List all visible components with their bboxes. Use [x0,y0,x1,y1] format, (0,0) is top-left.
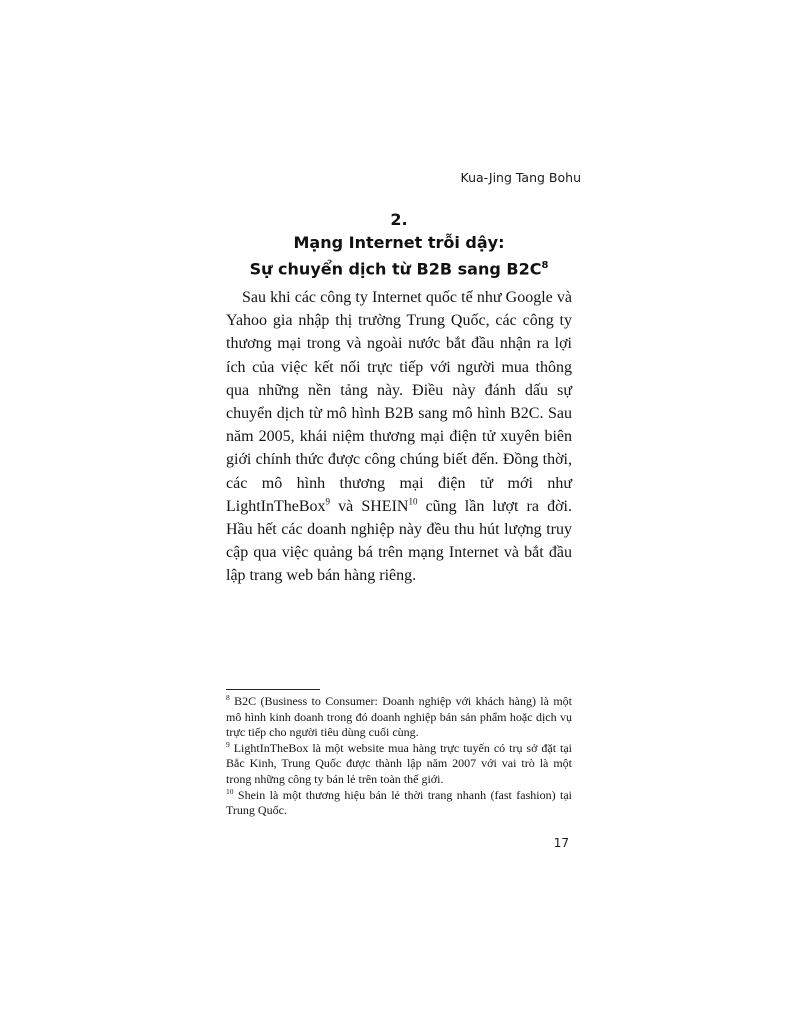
body-paragraph [226,286,572,588]
footnote-number: 10 [226,786,234,796]
footnote-number: 8 [226,693,230,702]
footnote-ref-10[interactable]: 10 [408,496,418,507]
footnote-ref-9[interactable]: 9 [325,496,331,507]
footnotes [226,694,572,819]
body-text-segment: và SHEIN [330,497,409,515]
footnote-8 [226,694,572,741]
footnote-ref-8[interactable]: 8 [541,260,549,271]
chapter-title-line-1: Mạng Internet trỗi dậy: [293,233,505,252]
footnote-separator [226,689,320,690]
footnote-9 [226,741,572,788]
chapter-title-line-2-text: Sự chuyển dịch từ B2B sang B2C [249,259,542,279]
body-text-segment: Sau khi các công ty Internet quốc tế như Google và Yahoo gia nhập thị trường Trung Quốc, các công ty thương mại trong và ngoài nước bắt đầu nhận ra lợi ích của việc kết nối trực tiếp với người mua thông qua những nền tảng này. Điều này đánh dấu sự chuyển dịch từ mô hình B2B sang mô hình B2C. Sau năm 2005, khái niệm thương mại điện tử xuyên biên giới chính thức được công chúng biết đến. Đồng thời, các mô hình thương mại điện tử mới như LightInTheBox [226,289,572,515]
running-header: Kua-Jing Tang Bohu [460,170,581,185]
body-text-segment: cũng lần lượt ra đời. Hầu hết các doanh nghiệp này đều thu hút lượng truy cập qua việc quảng bá trên mạng Internet và bắt đầu lập trang web bán hàng riêng. [226,497,572,585]
footnote-text: LightInTheBox là một website mua hàng trực tuyến có trụ sở đặt tại Bắc Kinh, Trung Quốc được thành lập năm 2007 với vai trò là một trong những công ty bán lẻ trên toàn thế giới. [226,740,572,786]
chapter-number: 2. [390,210,408,229]
chapter-title-line-2 [226,254,572,280]
footnote-text: Shein là một thương hiệu bán lẻ thời trang nhanh (fast fashion) tại Trung Quốc. [226,787,572,818]
footnote-10 [226,788,572,819]
chapter-heading [226,208,572,280]
footnote-text: B2C (Business to Consumer: Doanh nghiệp với khách hàng) là một mô hình kinh doanh trong đó doanh nghiệp bán sản phẩm hoặc dịch vụ trực tiếp cho người tiêu dùng cuối cùng. [226,694,572,740]
footnote-number: 9 [226,739,230,749]
page-number: 17 [553,836,569,850]
